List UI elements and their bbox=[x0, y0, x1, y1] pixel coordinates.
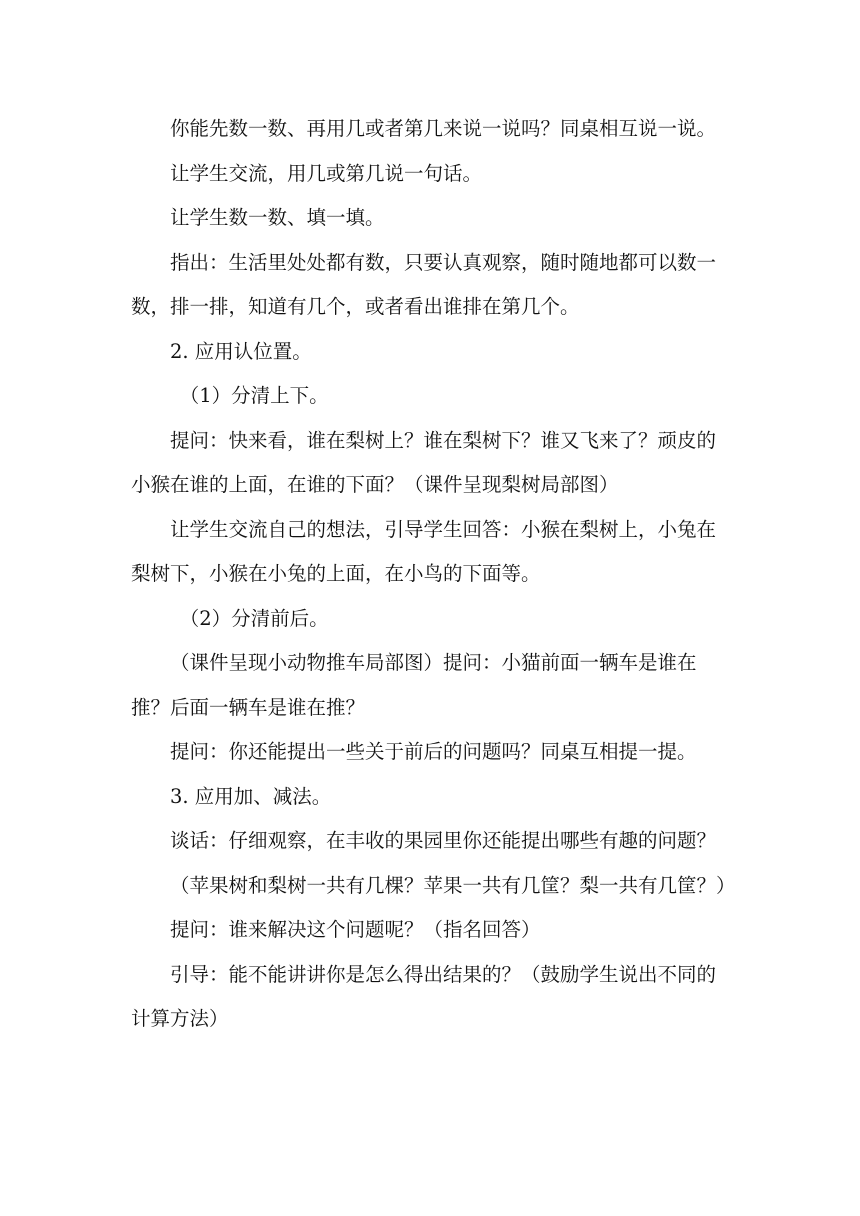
paragraph: （苹果树和梨树一共有几棵？苹果一共有几筐？梨一共有几筐？） bbox=[170, 873, 736, 897]
paragraph: 让学生交流自己的想法，引导学生回答：小猴在梨树上，小兔在梨树下，小猴在小兔的上面，在小鸟的下面等。 bbox=[131, 517, 717, 585]
subsection-heading: （2）分清前后。 bbox=[179, 606, 329, 630]
document-body bbox=[131, 107, 736, 1042]
section-heading: 2. 应用认位置。 bbox=[170, 339, 312, 363]
paragraph: 让学生交流，用几或第几说一句话。 bbox=[170, 161, 483, 185]
paragraph: 提问：谁来解决这个问题呢？（指名回答） bbox=[170, 918, 541, 941]
paragraph: 你能先数一数、再用几或者第几来说一说吗？同桌相互说一说。 bbox=[170, 117, 717, 140]
paragraph: 引导：能不能讲讲你是怎么得出结果的？（鼓励学生说出不同的计算方法） bbox=[131, 962, 717, 1030]
paragraph: （课件呈现小动物推车局部图）提问：小猫前面一辆车是谁在推？后面一辆车是谁在推？ bbox=[131, 651, 697, 719]
paragraph: 指出：生活里处处都有数，只要认真观察，随时随地都可以数一数，排一排，知道有几个，或者看出谁排在第几个。 bbox=[131, 250, 717, 318]
section-heading: 3. 应用加、减法。 bbox=[170, 784, 332, 808]
paragraph: 提问：快来看，谁在梨树上？谁在梨树下？谁又飞来了？顽皮的小猴在谁的上面，在谁的下面？（课件呈现梨树局部图） bbox=[131, 428, 717, 496]
paragraph: 让学生数一数、填一填。 bbox=[170, 206, 385, 229]
subsection-heading: （1）分清上下。 bbox=[179, 384, 329, 407]
paragraph: 提问：你还能提出一些关于前后的问题吗？同桌互相提一提。 bbox=[170, 740, 697, 763]
paragraph: 谈话：仔细观察，在丰收的果园里你还能提出哪些有趣的问题？ bbox=[170, 829, 717, 852]
